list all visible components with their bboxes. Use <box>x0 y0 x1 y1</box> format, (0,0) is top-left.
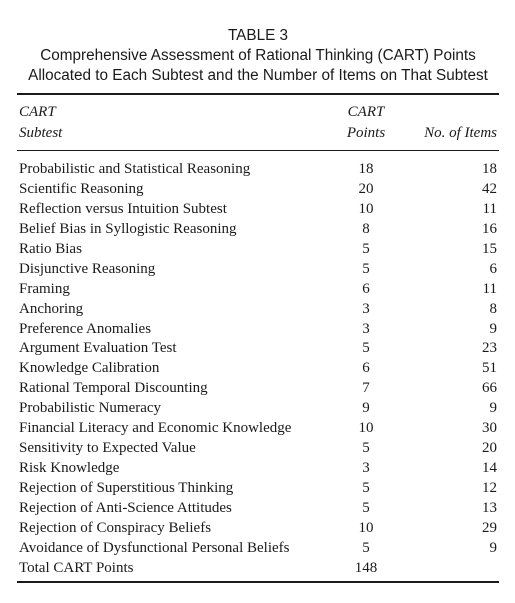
cell-points: 5 <box>362 240 370 257</box>
cell-items: 66 <box>482 380 497 397</box>
cell-points: 10 <box>358 200 374 217</box>
cell-points: 7 <box>362 380 370 397</box>
header-rule <box>17 150 499 151</box>
cell-subtest: Probabilistic Numeracy <box>19 400 162 417</box>
cell-subtest: Disjunctive Reasoning <box>19 260 156 277</box>
table-title-line-2: Allocated to Each Subtest and the Number of Items on That Subtest <box>28 67 488 84</box>
table-row <box>17 459 499 479</box>
cell-items: 8 <box>489 300 497 317</box>
cell-items: 15 <box>482 240 497 257</box>
cell-items: 9 <box>489 539 497 556</box>
table-row <box>17 240 499 260</box>
cell-items: 9 <box>489 320 497 337</box>
cell-points: 148 <box>354 559 378 576</box>
cell-subtest: Rejection of Conspiracy Beliefs <box>19 519 212 536</box>
cell-subtest: Anchoring <box>19 300 84 317</box>
cell-items: 18 <box>482 161 497 177</box>
cell-subtest: Avoidance of Dysfunctional Personal Beliefs <box>19 539 290 556</box>
table-title-line-1: Comprehensive Assessment of Rational Thinking (CART) Points <box>40 47 476 64</box>
cell-points: 5 <box>362 499 370 516</box>
cell-subtest: Financial Literacy and Economic Knowledge <box>19 420 292 437</box>
cell-points: 9 <box>362 400 370 417</box>
table-row <box>17 260 499 280</box>
table-row <box>17 180 499 200</box>
cell-subtest: Reflection versus Intuition Subtest <box>19 200 227 217</box>
cell-items: 11 <box>482 280 497 297</box>
table-row <box>17 160 499 180</box>
cell-items: 13 <box>482 499 497 516</box>
table-row <box>17 359 499 379</box>
cell-points: 5 <box>362 440 370 457</box>
cell-points: 3 <box>362 460 370 477</box>
table-label: TABLE 3 <box>227 27 289 44</box>
cell-points: 3 <box>362 320 370 337</box>
table-row <box>17 280 499 300</box>
cell-items: 6 <box>489 260 497 277</box>
cell-points: 6 <box>362 280 370 297</box>
cell-subtest: Probabilistic and Statistical Reasoning <box>19 161 251 177</box>
table-row <box>17 419 499 439</box>
table-row <box>17 200 499 220</box>
cell-subtest: Scientific Reasoning <box>19 180 144 197</box>
table-caption <box>17 0 499 86</box>
table-row <box>17 559 499 579</box>
cell-subtest: Rejection of Superstitious Thinking <box>19 480 234 496</box>
header-points-line-1: CART <box>347 104 385 120</box>
cell-items: 23 <box>482 340 497 357</box>
cell-items: 51 <box>482 360 497 377</box>
cell-points: 6 <box>362 360 370 377</box>
table-row <box>17 519 499 539</box>
header-points <box>342 102 390 144</box>
cell-subtest: Framing <box>19 280 70 297</box>
cell-items: 29 <box>482 519 497 536</box>
header-items: No. of Items <box>424 125 497 141</box>
cell-points: 5 <box>362 260 370 277</box>
cell-items: 42 <box>482 180 497 197</box>
cell-points: 5 <box>362 480 370 496</box>
bottom-rule <box>17 581 499 583</box>
cell-points: 5 <box>362 539 370 556</box>
header-subtest <box>19 102 62 144</box>
header-points-line-2: Points <box>346 125 386 141</box>
table-row <box>17 320 499 340</box>
cell-items: 11 <box>482 200 497 217</box>
cell-subtest: Rejection of Anti-Science Attitudes <box>19 499 232 516</box>
table-row <box>17 300 499 320</box>
cell-subtest: Risk Knowledge <box>19 460 120 477</box>
cell-items: 30 <box>482 420 497 437</box>
cell-points: 10 <box>358 420 374 437</box>
table-row <box>17 439 499 459</box>
table-row <box>17 339 499 359</box>
table-row <box>17 499 499 519</box>
cell-subtest: Knowledge Calibration <box>19 360 160 377</box>
header-subtest-line-1: CART <box>19 104 56 120</box>
cell-points: 10 <box>358 519 374 536</box>
cell-items: 14 <box>482 460 497 477</box>
cell-subtest: Argument Evaluation Test <box>19 340 177 357</box>
cell-items: 20 <box>482 440 497 457</box>
cell-points: 3 <box>362 300 370 317</box>
table-row <box>17 479 499 499</box>
cell-items: 9 <box>489 400 497 417</box>
cell-points: 8 <box>362 220 370 237</box>
cell-subtest: Preference Anomalies <box>19 320 152 337</box>
cell-items: 12 <box>482 480 497 496</box>
cell-points: 18 <box>358 161 374 177</box>
table-row <box>17 379 499 399</box>
top-rule <box>17 93 499 95</box>
cell-subtest: Sensitivity to Expected Value <box>19 440 196 457</box>
table-body <box>17 160 499 579</box>
cell-subtest: Belief Bias in Syllogistic Reasoning <box>19 220 237 237</box>
table-row <box>17 539 499 559</box>
cell-subtest: Ratio Bias <box>19 240 82 257</box>
cell-points: 5 <box>362 340 370 357</box>
cell-items: 16 <box>482 220 497 237</box>
cell-subtest: Rational Temporal Discounting <box>19 380 208 397</box>
cart-table <box>17 0 499 576</box>
header-subtest-line-2: Subtest <box>19 125 63 141</box>
cell-points: 20 <box>358 180 374 197</box>
cell-subtest: Total CART Points <box>19 559 134 576</box>
table-row <box>17 220 499 240</box>
table-row <box>17 399 499 419</box>
